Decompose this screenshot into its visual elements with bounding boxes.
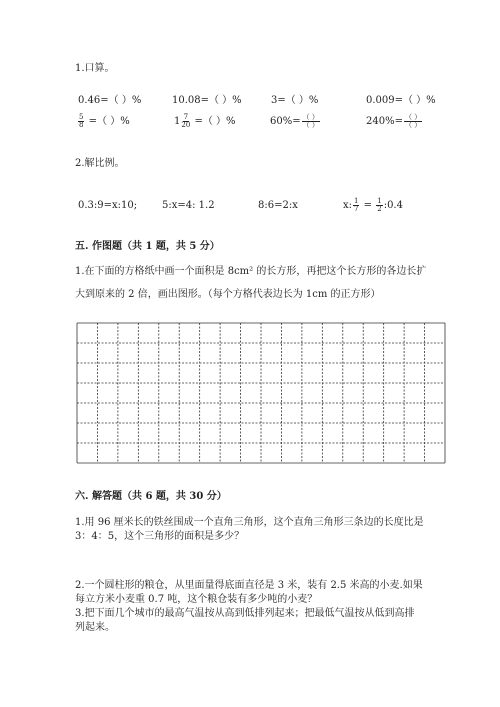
fraction-blank: $\frac{( )}{( )}$: [404, 113, 422, 129]
question-2-line-1: 2.一个圆柱形的粮仓，从里面量得底面直径是 3 米，装有 2.5 米高的小麦.如果: [75, 580, 423, 591]
fraction-blank: $\frac{( )}{( )}$: [302, 113, 319, 129]
oral-item-8: 240%= $\frac{( )}{( )}$: [366, 113, 422, 129]
fraction: $\frac{5}{8}$: [79, 113, 84, 129]
draw-section-heading: 五. 作图题（共 1 题，共 5 分）: [75, 241, 220, 252]
oral-item-3: 3=（ ）%: [271, 95, 319, 106]
answer-section-heading: 六. 解答题（共 6 题，共 30 分）: [75, 491, 227, 502]
draw-question-line-2: 大到原来的 2 倍，画出图形。（每个方格代表边长为 1cm 的正方形）: [75, 289, 381, 300]
oral-item-7: 60%= $\frac{( )}{( )}$: [270, 113, 319, 129]
fraction: $\frac{1}{7}$: [354, 197, 359, 213]
ratio-item-1: 0.3:9=x:10;: [78, 200, 138, 211]
question-3-line-2: 列起来。: [75, 622, 115, 633]
question-3-line-1: 3.把下面几个城市的最高气温按从高到低排列起来；把最低气温按从低到高排: [75, 608, 415, 619]
draw-question-line-1: 1.在下面的方格纸中画一个面积是 8cm² 的长方形，再把这个长方形的各边长扩: [75, 266, 427, 277]
fraction: $\frac{7}{20}$: [181, 113, 191, 129]
square-grid-paper[interactable]: [76, 322, 446, 464]
question-1-line-2: 3：4：5，这个三角形的面积是多少？: [75, 531, 245, 542]
ratio-item-3: 8:6=2:x: [258, 200, 298, 211]
ratio-title: 2.解比例。: [75, 158, 125, 169]
question-1-line-1: 1.用 96 厘米长的铁丝围成一个直角三角形，这个直角三角形三条边的长度比是: [75, 517, 424, 528]
ratio-item-2: 5:x=4: 1.2: [162, 200, 215, 211]
oral-calc-title: 1.口算。: [75, 63, 115, 74]
oral-item-1: 0.46=（ ）%: [78, 95, 142, 106]
oral-item-5: $\frac{5}{8}$ =（ ）%: [79, 113, 130, 129]
oral-item-4: 0.009=（ ）%: [366, 95, 436, 106]
ratio-item-4: x: $\frac{1}{7}$ = $\frac{1}{2}$ :0.4: [343, 197, 403, 213]
question-2-line-2: 每立方米小麦重 0.7 吨，这个粮仓装有多少吨的小麦？: [75, 594, 318, 605]
oral-item-2: 10.08=（ ）%: [172, 95, 242, 106]
fraction: $\frac{1}{2}$: [377, 197, 382, 213]
oral-item-6: 1 $\frac{7}{20}$ =（ ）%: [174, 113, 236, 129]
